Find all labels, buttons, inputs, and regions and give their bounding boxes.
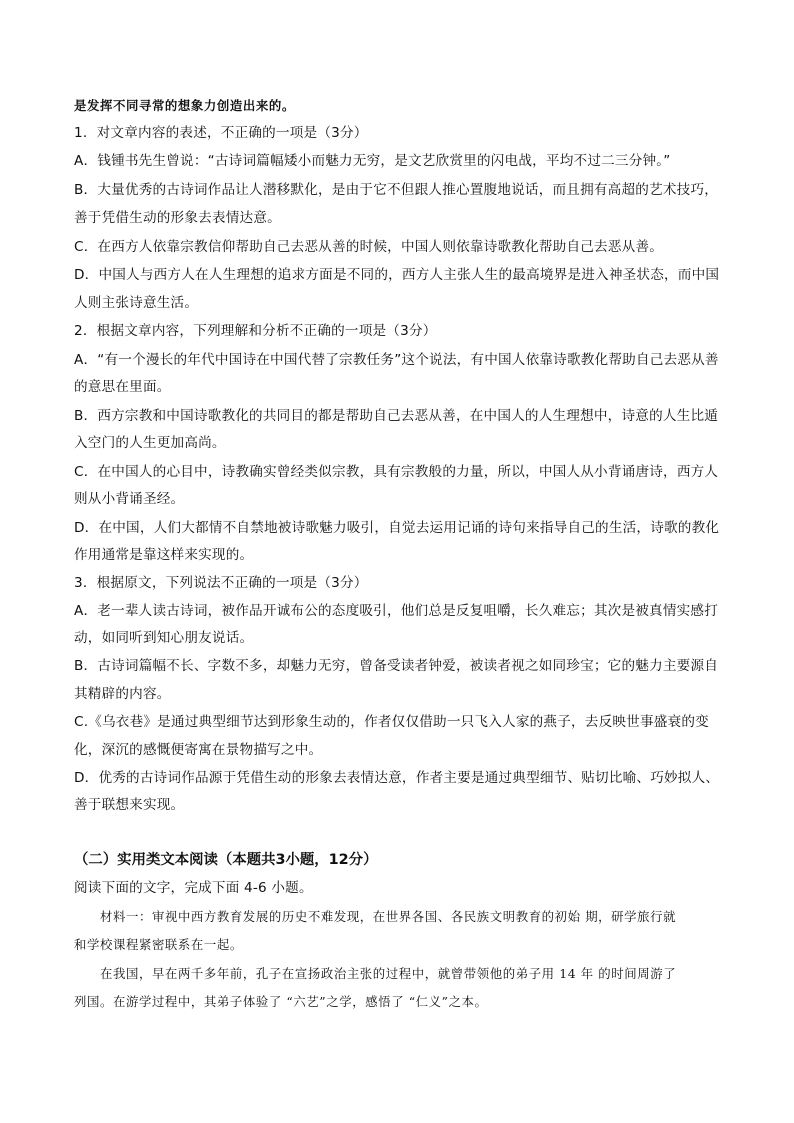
material-paragraph-line: 材料一：审视中西方教育发展的历史不难发现，在世界各国、各民族文明教育的初始 期，研学旅行就 [100,909,677,924]
option-2c-cont: 则从小背诵圣经。 [74,491,185,507]
option-2d-cont: 作用通常是靠这样来实现的。 [74,547,254,563]
option-3d: D．优秀的古诗词作品源于凭借生动的形象去表情达意，作者主要是通过典型细节、贴切比喻、巧妙拟人、 [74,770,720,786]
option-2d: D．在中国，人们大都情不自禁地被诗歌魅力吸引，自觉去运用记诵的诗句来指导自己的生活，诗歌的教化 [74,520,720,536]
option-1b-cont: 善于凭借生动的形象去表情达意。 [74,210,281,226]
option-1c: C．在西方人依靠宗教信仰帮助自己去恶从善的时候，中国人则依靠诗歌教化帮助自己去恶从善。 [74,239,664,255]
option-1a: A．钱锺书先生曾说：“古诗词篇幅矮小而魅力无穷，是文艺欣赏里的闪电战，平均不过二三分钟。” [74,153,671,169]
option-2c: C．在中国人的心目中，诗教确实曾经类似宗教，具有宗教般的力量，所以，中国人从小背诵唐诗，西方人 [74,464,719,480]
option-3b: B．古诗词篇幅不长、字数不多，却魅力无穷，曾备受读者钟爱，被读者视之如同珍宝；它的魅力主要源自 [74,658,719,674]
question-1-stem: 1．对文章内容的表述，不正确的一项是（3分） [74,125,368,141]
option-2a: A．“有一个漫长的年代中国诗在中国代替了宗教任务”这个说法，有中国人依靠诗歌教化帮助自己去恶从善 [74,352,719,368]
option-1d: D．中国人与西方人在人生理想的追求方面是不同的，西方人主张人生的最高境界是进入神圣状态，而中国 [74,267,720,283]
reading-instruction: 阅读下面的文字，完成下面 4-6 小题。 [74,880,313,896]
option-3b-cont: 其精辟的内容。 [74,686,171,702]
section-heading: （二）实用类文本阅读（本题共3小题，12分） [74,852,378,868]
option-3c-cont: 化，深沉的感慨便寄寓在景物描写之中。 [74,742,323,758]
option-1d-cont: 人则主张诗意生活。 [74,295,199,311]
material-paragraph-line: 列国。在游学过程中，其弟子体验了 “六艺”之学，感悟了 “仁义”之本。 [74,994,488,1009]
option-3c: C.《乌衣巷》是通过典型细节达到形象生动的，作者仅仅借助一只飞入人家的燕子，去反映世事盛衰的变 [74,714,709,730]
option-3d-cont: 善于联想来实现。 [74,797,185,813]
text-line: 是发挥不同寻常的想象力创造出来的。 [74,98,295,113]
option-3a: A．老一辈人读古诗词，被作品开诚布公的态度吸引，他们总是反复咀嚼，长久难忘；其次是被真情实感打 [74,603,719,619]
option-2a-cont: 的意思在里面。 [74,379,171,395]
option-1b: B．大量优秀的古诗词作品让人潜移默化，是由于它不但跟人推心置腹地说话，而且拥有高超的艺术技巧， [74,182,719,198]
option-3a-cont: 动，如同听到知心朋友说话。 [74,630,254,646]
material-paragraph-line: 和学校课程紧密联系在一起。 [74,937,243,952]
question-3-stem: 3．根据原文，下列说法不正确的一项是（3分） [74,575,368,591]
option-2b-cont: 入空门的人生更加高尚。 [74,435,226,451]
question-2-stem: 2．根据文章内容，下列理解和分析不正确的一项是（3分） [74,323,437,339]
option-2b: B．西方宗教和中国诗歌教化的共同目的都是帮助自己去恶从善，在中国人的人生理想中，诗意的人生比遁 [74,408,719,424]
material-paragraph-line: 在我国，早在两千多年前，孔子在宣扬政治主张的过程中，就曾带领他的弟子用 14 年 的时间周游了 [100,966,677,981]
